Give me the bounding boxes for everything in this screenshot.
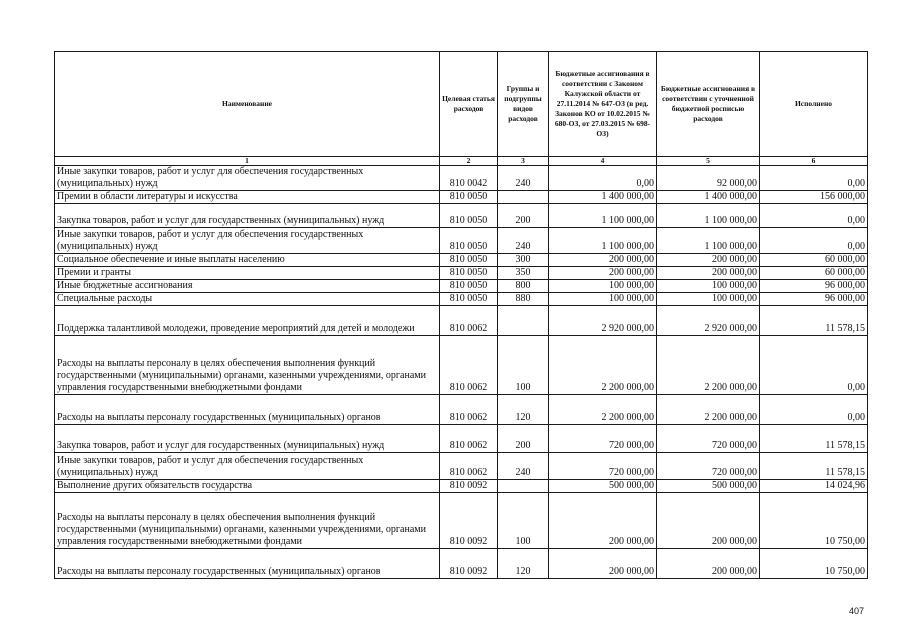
table-row <box>55 493 868 549</box>
table-row <box>55 228 868 254</box>
row-expense-group: 240 <box>498 166 549 191</box>
row-list-allocation: 100 000,00 <box>657 280 760 293</box>
row-law-allocation: 1 100 000,00 <box>549 204 657 228</box>
row-list-allocation: 200 000,00 <box>657 254 760 267</box>
row-name: Закупка товаров, работ и услуг для государственных (муниципальных) нужд <box>55 204 440 228</box>
row-target-article: 810 0062 <box>440 395 498 425</box>
table-row <box>55 425 868 453</box>
row-executed: 10 750,00 <box>760 493 868 549</box>
row-law-allocation: 200 000,00 <box>549 493 657 549</box>
row-expense-group: 200 <box>498 204 549 228</box>
row-law-allocation: 100 000,00 <box>549 280 657 293</box>
row-target-article: 810 0062 <box>440 336 498 395</box>
row-target-article: 810 0050 <box>440 293 498 306</box>
row-target-article: 810 0042 <box>440 166 498 191</box>
row-law-allocation: 500 000,00 <box>549 480 657 493</box>
row-target-article: 810 0092 <box>440 549 498 579</box>
header-law-allocations: Бюджетные ассигнования в соответствии с Законом Калужской области от 27.11.2014 № 647-ОЗ (в ред. Законов КО от 10.02.2015 № 680-ОЗ, от 27.03.2015 № 698-ОЗ) <box>549 52 657 157</box>
row-name: Выполнение других обязательств государства <box>55 480 440 493</box>
row-law-allocation: 2 200 000,00 <box>549 336 657 395</box>
column-number: 6 <box>760 157 868 166</box>
header-expense-groups: Группы и подгруппы видов расходов <box>498 52 549 157</box>
row-executed: 0,00 <box>760 204 868 228</box>
column-number-row <box>55 157 868 166</box>
header-name: Наименование <box>55 52 440 157</box>
row-expense-group: 240 <box>498 228 549 254</box>
table-row <box>55 480 868 493</box>
header-executed: Исполнено <box>760 52 868 157</box>
row-executed: 14 024,96 <box>760 480 868 493</box>
row-law-allocation: 0,00 <box>549 166 657 191</box>
row-name: Иные закупки товаров, работ и услуг для обеспечения государственных (муниципальных) нужд <box>55 453 440 480</box>
row-list-allocation: 500 000,00 <box>657 480 760 493</box>
row-executed: 11 578,15 <box>760 306 868 336</box>
row-law-allocation: 1 100 000,00 <box>549 228 657 254</box>
table-row <box>55 254 868 267</box>
row-name: Премии и гранты <box>55 267 440 280</box>
row-list-allocation: 100 000,00 <box>657 293 760 306</box>
row-target-article: 810 0062 <box>440 425 498 453</box>
table-row <box>55 336 868 395</box>
row-list-allocation: 92 000,00 <box>657 166 760 191</box>
row-expense-group <box>498 306 549 336</box>
row-name: Расходы на выплаты персоналу в целях обеспечения выполнения функций государственными (муниципальными) органами, казенными учреждениями, органами управления государственными внебюджетными фондами <box>55 336 440 395</box>
row-target-article: 810 0092 <box>440 493 498 549</box>
row-target-article: 810 0050 <box>440 267 498 280</box>
table-row <box>55 191 868 204</box>
budget-table <box>54 51 868 579</box>
column-number: 2 <box>440 157 498 166</box>
header-row <box>55 52 868 157</box>
row-list-allocation: 1 100 000,00 <box>657 204 760 228</box>
row-expense-group: 300 <box>498 254 549 267</box>
row-law-allocation: 200 000,00 <box>549 254 657 267</box>
row-list-allocation: 2 920 000,00 <box>657 306 760 336</box>
header-target-article: Целевая статья расходов <box>440 52 498 157</box>
row-list-allocation: 720 000,00 <box>657 453 760 480</box>
column-number: 5 <box>657 157 760 166</box>
row-list-allocation: 200 000,00 <box>657 549 760 579</box>
row-target-article: 810 0062 <box>440 306 498 336</box>
row-executed: 0,00 <box>760 228 868 254</box>
row-list-allocation: 2 200 000,00 <box>657 336 760 395</box>
table-row <box>55 453 868 480</box>
row-target-article: 810 0092 <box>440 480 498 493</box>
row-target-article: 810 0050 <box>440 280 498 293</box>
header-list-allocations: Бюджетные ассигнования в соответствии с уточненной бюджетной росписью расходов <box>657 52 760 157</box>
row-expense-group: 120 <box>498 549 549 579</box>
row-executed: 96 000,00 <box>760 280 868 293</box>
row-law-allocation: 2 200 000,00 <box>549 395 657 425</box>
row-name: Иные закупки товаров, работ и услуг для обеспечения государственных (муниципальных) нужд <box>55 228 440 254</box>
row-list-allocation: 200 000,00 <box>657 267 760 280</box>
row-executed: 0,00 <box>760 336 868 395</box>
table-row <box>55 204 868 228</box>
row-list-allocation: 2 200 000,00 <box>657 395 760 425</box>
row-name: Поддержка талантливой молодежи, проведение мероприятий для детей и молодежи <box>55 306 440 336</box>
row-expense-group: 200 <box>498 425 549 453</box>
row-list-allocation: 200 000,00 <box>657 493 760 549</box>
table-row <box>55 267 868 280</box>
row-expense-group <box>498 191 549 204</box>
row-executed: 60 000,00 <box>760 254 868 267</box>
row-name: Социальное обеспечение и иные выплаты населению <box>55 254 440 267</box>
row-expense-group: 350 <box>498 267 549 280</box>
row-list-allocation: 1 400 000,00 <box>657 191 760 204</box>
row-executed: 96 000,00 <box>760 293 868 306</box>
row-name: Премии в области литературы и искусства <box>55 191 440 204</box>
row-expense-group: 240 <box>498 453 549 480</box>
row-name: Расходы на выплаты персоналу в целях обеспечения выполнения функций государственными (муниципальными) органами, казенными учреждениями, органами управления государственными внебюджетными фондами <box>55 493 440 549</box>
row-expense-group: 100 <box>498 493 549 549</box>
row-expense-group: 100 <box>498 336 549 395</box>
row-law-allocation: 2 920 000,00 <box>549 306 657 336</box>
row-name: Закупка товаров, работ и услуг для государственных (муниципальных) нужд <box>55 425 440 453</box>
table-row <box>55 293 868 306</box>
row-executed: 0,00 <box>760 395 868 425</box>
row-executed: 60 000,00 <box>760 267 868 280</box>
row-expense-group <box>498 480 549 493</box>
row-law-allocation: 200 000,00 <box>549 267 657 280</box>
row-law-allocation: 720 000,00 <box>549 425 657 453</box>
row-executed: 11 578,15 <box>760 453 868 480</box>
page-number: 407 <box>849 606 865 616</box>
row-target-article: 810 0050 <box>440 228 498 254</box>
row-executed: 156 000,00 <box>760 191 868 204</box>
row-expense-group: 880 <box>498 293 549 306</box>
row-list-allocation: 1 100 000,00 <box>657 228 760 254</box>
row-target-article: 810 0050 <box>440 204 498 228</box>
row-target-article: 810 0050 <box>440 254 498 267</box>
table-row <box>55 280 868 293</box>
table-row <box>55 306 868 336</box>
row-law-allocation: 200 000,00 <box>549 549 657 579</box>
column-number: 4 <box>549 157 657 166</box>
table-row <box>55 395 868 425</box>
row-expense-group: 120 <box>498 395 549 425</box>
column-number: 3 <box>498 157 549 166</box>
row-name: Иные закупки товаров, работ и услуг для обеспечения государственных (муниципальных) нужд <box>55 166 440 191</box>
row-law-allocation: 100 000,00 <box>549 293 657 306</box>
row-name: Специальные расходы <box>55 293 440 306</box>
row-executed: 10 750,00 <box>760 549 868 579</box>
table-row <box>55 549 868 579</box>
table-row <box>55 166 868 191</box>
row-name: Расходы на выплаты персоналу государственных (муниципальных) органов <box>55 395 440 425</box>
row-law-allocation: 1 400 000,00 <box>549 191 657 204</box>
row-expense-group: 800 <box>498 280 549 293</box>
row-list-allocation: 720 000,00 <box>657 425 760 453</box>
row-executed: 11 578,15 <box>760 425 868 453</box>
row-law-allocation: 720 000,00 <box>549 453 657 480</box>
row-target-article: 810 0050 <box>440 191 498 204</box>
row-name: Иные бюджетные ассигнования <box>55 280 440 293</box>
row-name: Расходы на выплаты персоналу государственных (муниципальных) органов <box>55 549 440 579</box>
row-target-article: 810 0062 <box>440 453 498 480</box>
row-executed: 0,00 <box>760 166 868 191</box>
column-number: 1 <box>55 157 440 166</box>
